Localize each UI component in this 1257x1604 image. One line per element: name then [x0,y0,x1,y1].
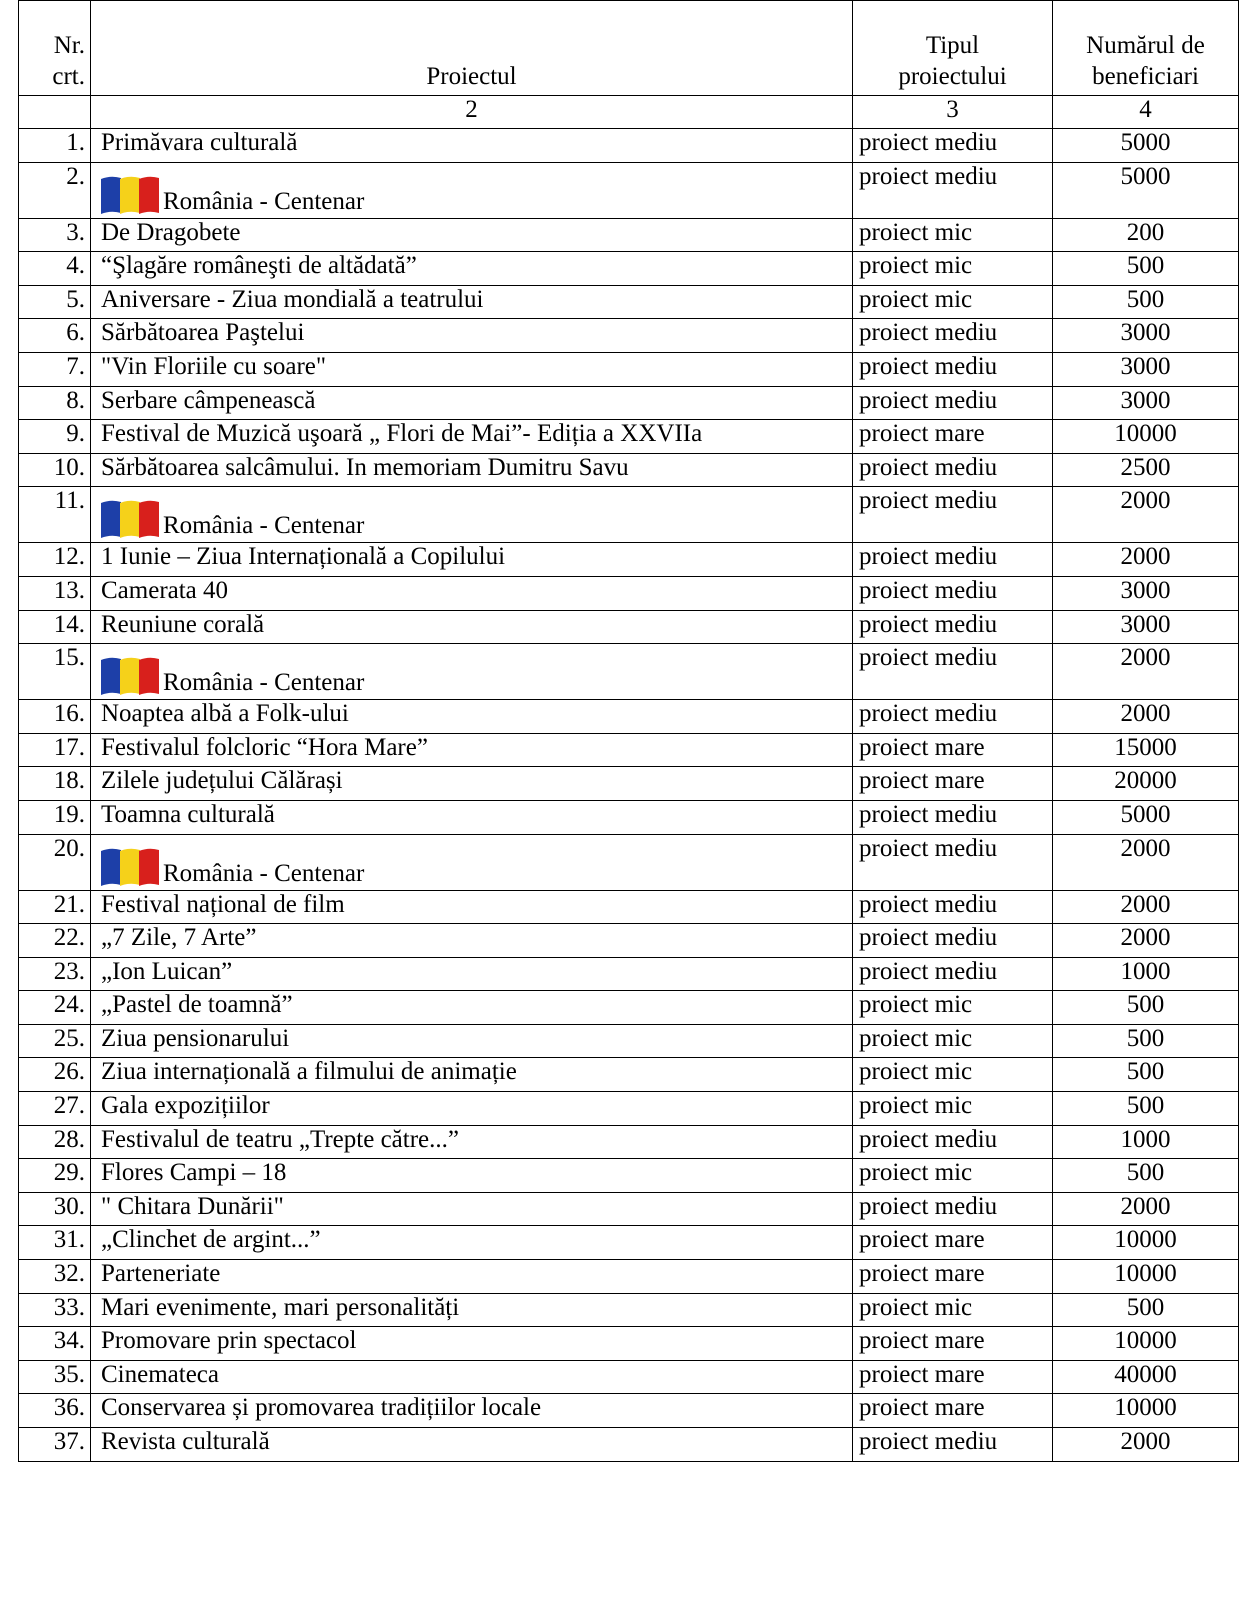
row-number: 4. [19,252,91,286]
column-number-4: 4 [1053,96,1239,129]
beneficiaries-count: 20000 [1053,767,1239,801]
column-number-row [19,96,1239,129]
romanian-flag-icon [101,847,159,887]
project-title-cell: Zilele județului Călărași [91,767,853,801]
row-number: 19. [19,800,91,834]
project-title: România - Centenar [163,512,365,540]
row-number: 6. [19,319,91,353]
row-number: 29. [19,1159,91,1193]
table-row [19,1024,1239,1058]
project-type: proiect mare [853,1226,1053,1260]
project-type: proiect mediu [853,1192,1053,1226]
row-number: 35. [19,1360,91,1394]
beneficiaries-count: 2000 [1053,890,1239,924]
project-type: proiect mediu [853,610,1053,644]
row-number: 32. [19,1260,91,1294]
project-title-cell: „Pastel de toamnă” [91,991,853,1025]
row-number: 10. [19,453,91,487]
project-title-cell: Camerata 40 [91,576,853,610]
table-row [19,1428,1239,1462]
project-title-cell: Promovare prin spectacol [91,1327,853,1361]
header-beneficiaries [1053,1,1239,96]
beneficiaries-count: 2000 [1053,543,1239,577]
row-number: 9. [19,420,91,454]
project-title-cell [91,162,853,218]
row-number: 34. [19,1327,91,1361]
table-row [19,352,1239,386]
table-row [19,957,1239,991]
project-type: proiect mediu [853,1428,1053,1462]
table-row [19,924,1239,958]
row-number: 27. [19,1092,91,1126]
beneficiaries-count: 2000 [1053,487,1239,543]
beneficiaries-count: 5000 [1053,800,1239,834]
table-row [19,453,1239,487]
beneficiaries-count: 500 [1053,1159,1239,1193]
project-title: România - Centenar [163,187,365,215]
project-title-cell: Toamna culturală [91,800,853,834]
table-row [19,218,1239,252]
row-number: 33. [19,1293,91,1327]
project-type: proiect mic [853,218,1053,252]
beneficiaries-count: 15000 [1053,733,1239,767]
table-row [19,1092,1239,1126]
project-title-cell: Ziua internațională a filmului de animație [91,1058,853,1092]
project-type: proiect mic [853,252,1053,286]
project-title-cell: Cinemateca [91,1360,853,1394]
table-row [19,129,1239,163]
table-row [19,1293,1239,1327]
project-title-cell: Reuniune corală [91,610,853,644]
beneficiaries-count: 3000 [1053,386,1239,420]
beneficiaries-count: 500 [1053,1293,1239,1327]
project-type: proiect mediu [853,487,1053,543]
table-row [19,890,1239,924]
beneficiaries-count: 2500 [1053,453,1239,487]
romanian-flag-icon [101,499,159,539]
beneficiaries-count: 10000 [1053,1226,1239,1260]
project-type: proiect mic [853,1092,1053,1126]
beneficiaries-count: 500 [1053,285,1239,319]
project-type: proiect mediu [853,352,1053,386]
row-number: 25. [19,1024,91,1058]
beneficiaries-count: 3000 [1053,319,1239,353]
table-row [19,700,1239,734]
project-type: proiect mediu [853,162,1053,218]
romanian-flag-icon [101,175,159,215]
table-row [19,252,1239,286]
project-title-cell: Noaptea albă a Folk-ului [91,700,853,734]
project-type: proiect mediu [853,1125,1053,1159]
project-title-cell [91,644,853,700]
row-number: 22. [19,924,91,958]
table-row [19,1260,1239,1294]
project-title-cell [91,834,853,890]
project-type: proiect mare [853,1360,1053,1394]
project-title-cell: Parteneriate [91,1260,853,1294]
project-title-cell: Festival național de film [91,890,853,924]
row-number: 12. [19,543,91,577]
project-title-cell: „Ion Luican” [91,957,853,991]
row-number: 18. [19,767,91,801]
column-number-3: 3 [853,96,1053,129]
project-type: proiect mic [853,1293,1053,1327]
header-type-line1: Tipul [925,32,980,59]
row-number: 11. [19,487,91,543]
table-row [19,543,1239,577]
table-row [19,1360,1239,1394]
beneficiaries-count: 10000 [1053,1327,1239,1361]
beneficiaries-count: 10000 [1053,420,1239,454]
beneficiaries-count: 1000 [1053,1125,1239,1159]
project-type: proiect mediu [853,834,1053,890]
table-row [19,610,1239,644]
row-number: 37. [19,1428,91,1462]
row-number: 21. [19,890,91,924]
beneficiaries-count: 2000 [1053,1192,1239,1226]
row-number: 20. [19,834,91,890]
row-number: 5. [19,285,91,319]
project-title-cell: Aniversare - Ziua mondială a teatrului [91,285,853,319]
project-title: România - Centenar [163,669,365,697]
project-title-cell: „Clinchet de argint...” [91,1226,853,1260]
table-row [19,1125,1239,1159]
header-ben-line1: Numărul de [1086,32,1205,59]
project-title-cell: “Şlagăre româneşti de altădată” [91,252,853,286]
project-type: proiect mediu [853,924,1053,958]
project-type: proiect mediu [853,543,1053,577]
table-row [19,991,1239,1025]
header-ben-line2: beneficiari [1092,63,1199,90]
beneficiaries-count: 1000 [1053,957,1239,991]
beneficiaries-count: 500 [1053,252,1239,286]
table-row [19,319,1239,353]
project-type: proiect mic [853,991,1053,1025]
row-number: 3. [19,218,91,252]
table-row [19,644,1239,700]
project-title-cell: Sărbătoarea salcâmului. In memoriam Dumitru Savu [91,453,853,487]
row-number: 26. [19,1058,91,1092]
row-number: 14. [19,610,91,644]
table-row [19,487,1239,543]
beneficiaries-count: 2000 [1053,1428,1239,1462]
row-number: 23. [19,957,91,991]
beneficiaries-count: 5000 [1053,162,1239,218]
table-row [19,162,1239,218]
beneficiaries-count: 3000 [1053,352,1239,386]
beneficiaries-count: 10000 [1053,1394,1239,1428]
table-body [19,129,1239,1462]
project-title-cell: Festival de Muzică uşoară „ Flori de Mai”- Ediția a XXVIIa [91,420,853,454]
project-type: proiect mare [853,1394,1053,1428]
column-number-2: 2 [91,96,853,129]
project-type: proiect mic [853,285,1053,319]
table-row [19,1394,1239,1428]
row-number: 2. [19,162,91,218]
project-title-cell: Primăvara culturală [91,129,853,163]
table-row [19,1192,1239,1226]
row-number: 15. [19,644,91,700]
project-type: proiect mare [853,733,1053,767]
table-row [19,834,1239,890]
project-type: proiect mediu [853,957,1053,991]
project-type: proiect mare [853,420,1053,454]
column-number-1 [19,96,91,129]
row-number: 30. [19,1192,91,1226]
table-row [19,285,1239,319]
row-number: 28. [19,1125,91,1159]
beneficiaries-count: 500 [1053,1024,1239,1058]
project-title-cell [91,487,853,543]
row-number: 36. [19,1394,91,1428]
beneficiaries-count: 200 [1053,218,1239,252]
beneficiaries-count: 5000 [1053,129,1239,163]
project-title-cell: Conservarea și promovarea tradițiilor locale [91,1394,853,1428]
project-type: proiect mediu [853,644,1053,700]
row-number: 1. [19,129,91,163]
project-title-cell: Gala expozițiilor [91,1092,853,1126]
row-number: 16. [19,700,91,734]
project-title-cell: Flores Campi – 18 [91,1159,853,1193]
header-type-line2: proiectului [898,63,1007,90]
projects-table [18,0,1239,1462]
project-type: proiect mic [853,1024,1053,1058]
beneficiaries-count: 10000 [1053,1260,1239,1294]
romanian-flag-icon [101,656,159,696]
project-title-cell: Festivalul folcloric “Hora Mare” [91,733,853,767]
beneficiaries-count: 500 [1053,1092,1239,1126]
row-number: 17. [19,733,91,767]
table-row [19,767,1239,801]
table-row [19,420,1239,454]
project-type: proiect mediu [853,890,1053,924]
beneficiaries-count: 500 [1053,991,1239,1025]
header-row [19,1,1239,96]
header-type [853,1,1053,96]
project-type: proiect mic [853,1058,1053,1092]
project-title-cell: Revista culturală [91,1428,853,1462]
beneficiaries-count: 3000 [1053,576,1239,610]
row-number: 7. [19,352,91,386]
project-title-cell: De Dragobete [91,218,853,252]
project-title: România - Centenar [163,859,365,887]
beneficiaries-count: 500 [1053,1058,1239,1092]
row-number: 13. [19,576,91,610]
project-type: proiect mediu [853,700,1053,734]
project-type: proiect mediu [853,576,1053,610]
header-nr-line2: crt. [52,63,85,90]
header-project: Proiectul [91,1,853,96]
project-type: proiect mic [853,1159,1053,1193]
beneficiaries-count: 3000 [1053,610,1239,644]
beneficiaries-count: 2000 [1053,924,1239,958]
table-row [19,386,1239,420]
beneficiaries-count: 40000 [1053,1360,1239,1394]
table-row [19,1159,1239,1193]
project-type: proiect mare [853,1327,1053,1361]
beneficiaries-count: 2000 [1053,700,1239,734]
row-number: 31. [19,1226,91,1260]
project-title-cell: " Chitara Dunării" [91,1192,853,1226]
table-row [19,733,1239,767]
project-type: proiect mediu [853,453,1053,487]
project-type: proiect mediu [853,129,1053,163]
table-row [19,1327,1239,1361]
project-title-cell: Sărbătoarea Paştelui [91,319,853,353]
header-nr [19,1,91,96]
project-type: proiect mediu [853,800,1053,834]
project-type: proiect mediu [853,386,1053,420]
row-number: 8. [19,386,91,420]
beneficiaries-count: 2000 [1053,644,1239,700]
beneficiaries-count: 2000 [1053,834,1239,890]
header-nr-line1: Nr. [53,32,85,59]
project-title-cell: Serbare câmpenească [91,386,853,420]
table-row [19,1226,1239,1260]
project-title-cell: Festivalul de teatru „Trepte către...” [91,1125,853,1159]
project-type: proiect mediu [853,319,1053,353]
project-type: proiect mare [853,767,1053,801]
table-row [19,576,1239,610]
table-row [19,800,1239,834]
row-number: 24. [19,991,91,1025]
table-row [19,1058,1239,1092]
project-title-cell: „7 Zile, 7 Arte” [91,924,853,958]
project-type: proiect mare [853,1260,1053,1294]
project-title-cell: 1 Iunie – Ziua Internațională a Copilului [91,543,853,577]
project-title-cell: Ziua pensionarului [91,1024,853,1058]
project-title-cell: "Vin Floriile cu soare" [91,352,853,386]
project-title-cell: Mari evenimente, mari personalități [91,1293,853,1327]
